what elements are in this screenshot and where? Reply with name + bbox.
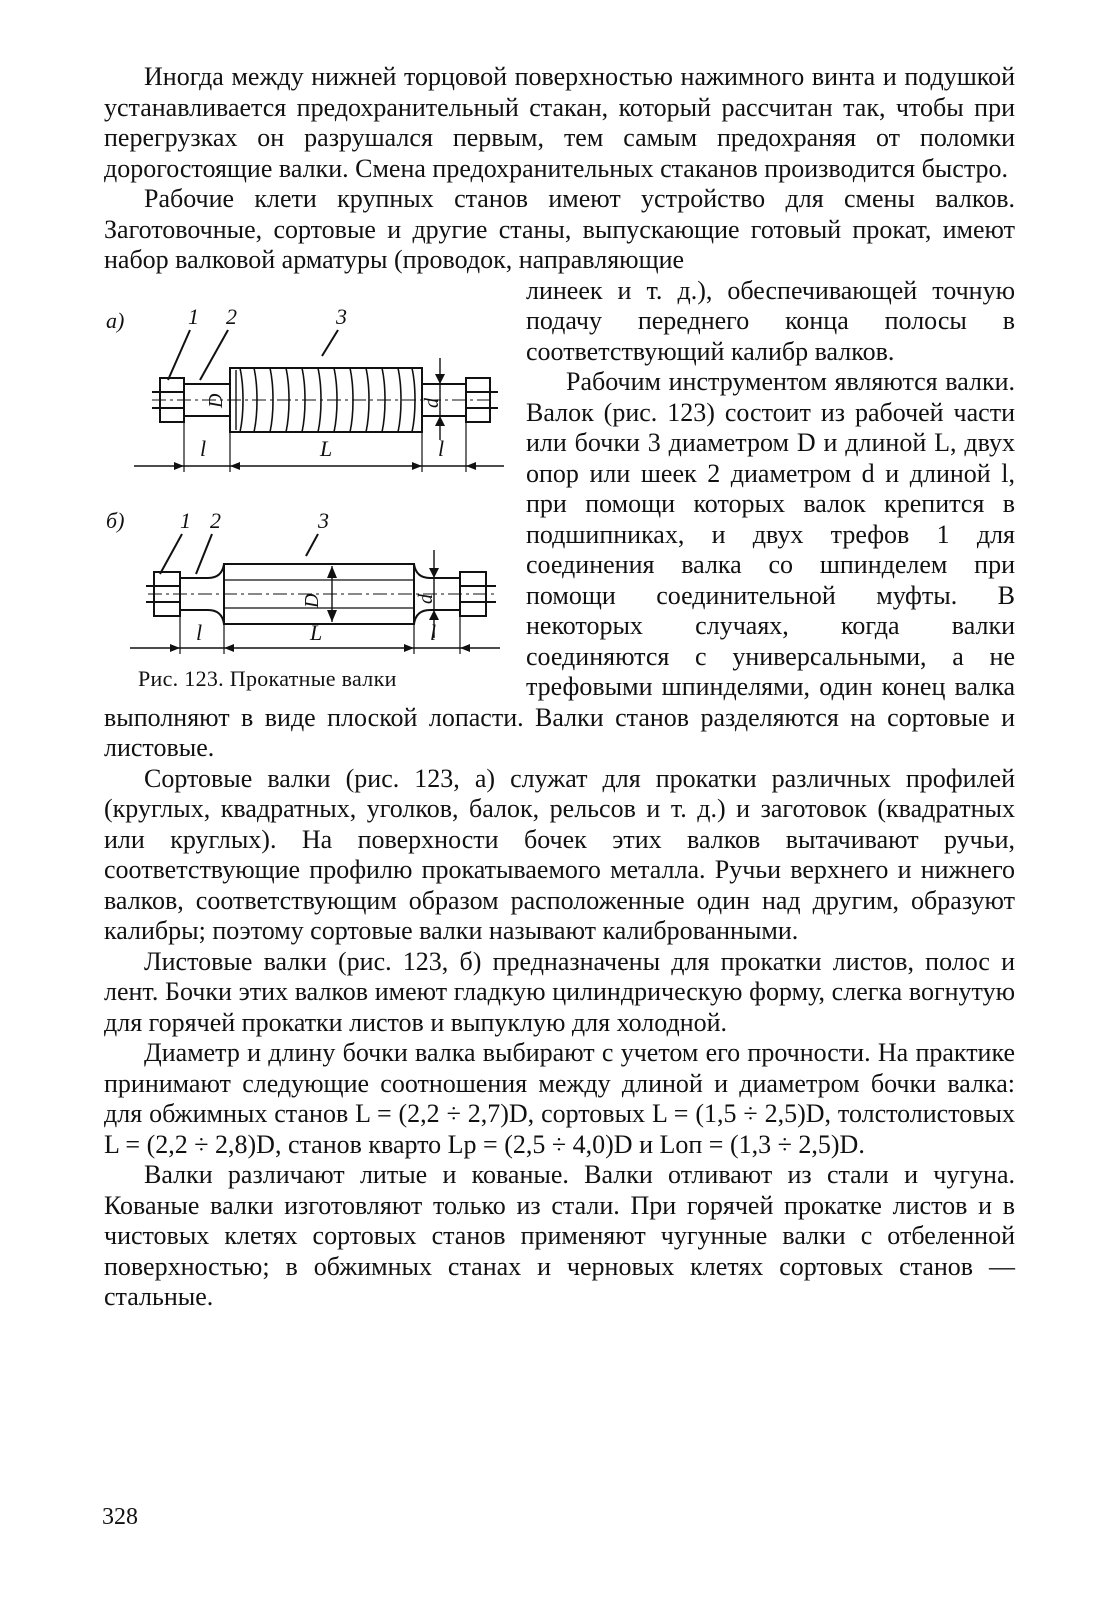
panel-a-callout-1: 1 — [188, 303, 199, 329]
panel-a-callout-3: 3 — [336, 303, 347, 329]
paragraph-7: Валки различают литые и кованые. Валки отливают из стали и чугуна. Кованые валки изготовляют только из стали. При горячей прокатке листов и в чистовых клетях сортовых станов применяют чугунные валки с отбеленной поверхностью; в обжимных станах и черновых клетях сортовых станов — стальные. — [104, 1160, 1015, 1311]
panel-a-label: а) — [106, 307, 125, 333]
panel-b-callout-1: 1 — [180, 507, 191, 533]
paragraph-2-continued: линеек и т. д.), обеспечивающей точную подачу переднего конца полосы в соответствующий калибр валков. — [526, 275, 1015, 366]
paragraph-1: Иногда между нижней торцовой поверхностью нажимного винта и подушкой устанавливается предохранительный стакан, который рассчитан так, чтобы при перегрузках он разрушался первым, тем самым предохраняя от поломки дорогостоящие валки. Смена предохранительных стаканов производится быстро. — [104, 62, 1015, 183]
panel-b-callout-2: 2 — [210, 507, 221, 533]
panel-b-dim-D: D — [301, 593, 323, 608]
figure-123 — [104, 288, 514, 692]
paragraph-5: Листовые валки (рис. 123, б) предназначены для прокатки листов, полос и лент. Бочки этих валков имеют гладкую цилиндрическую форму, слегка вогнутую для горячей прокатки листов и выпуклую для холодной. — [104, 946, 1015, 1037]
panel-b-dim-L: L — [310, 619, 323, 645]
paragraph-6: Диаметр и длину бочки валка выбирают с учетом его прочности. На практике принимают следующие соотношения между длиной и диаметром бочки валка: для обжимных станов L = (2,2 ÷ 2,7)D, сортовых L = (1,5 ÷ 2,5)D, толстолистовых L = (2,2 ÷ 2,8)D, станов кварто Lp = (2,5 ÷ 4,0)D и Lоп = (1,3 ÷ 2,5)D. — [104, 1038, 1015, 1159]
panel-a-dim-L: L — [320, 435, 333, 461]
panel-a-dim-D: D — [205, 393, 227, 408]
paragraph-4: Сортовые валки (рис. 123, а) служат для прокатки различных профилей (круглых, квадратных, уголков, балок, рельсов и т. д.) и заготовок (квадратных или круглых). На поверхности бочек этих валков вытачивают ручьи, соответствующие профилю прокатываемого металла. Ручьи верхнего и нижнего валков, соответствующим образом расположенные один над другим, образуют калибры; поэтому сортовые валки называют калиброванными. — [104, 763, 1015, 945]
panel-b-label: б) — [106, 507, 125, 533]
paragraph-2: Рабочие клети крупных станов имеют устройство для смены валков. Заготовочные, сортовые и другие станы, выпускающие готовый прокат, имеют набор валковой арматуры (проводок, направляющие — [104, 184, 1015, 274]
rolling-rolls-drawing — [104, 288, 514, 658]
panel-a-dim-l-right: l — [438, 435, 445, 461]
panel-a-dim-l-left: l — [200, 435, 207, 461]
figure-caption: Рис. 123. Прокатные валки — [138, 665, 397, 691]
panel-b-dim-l-left: l — [196, 619, 203, 645]
page-number: 328 — [102, 1504, 138, 1530]
panel-a-dim-d: d — [421, 397, 443, 408]
paragraph-3: Рабочим инструментом являются валки. Валок (рис. 123) состоит из рабочей части или бочки 3 диаметром D и длиной L, двух опор или шеек 2 диаметром d и длиной l, при помощи которых валок крепится в подшипниках, и двух трефов 1 для соединения валка со шпинделем при помощи соединительной муфты. В некоторых случаях, когда валки соединяются с универсальными, а не трефовыми шпинделями, один конец валка выполняют в виде плоской лопасти. Валки станов разделяются на сортовые и листовые. — [104, 367, 1015, 762]
panel-a-callout-2: 2 — [226, 303, 237, 329]
panel-b-dim-d: d — [415, 593, 437, 604]
panel-b-dim-l-right: l — [430, 619, 437, 645]
panel-b-callout-3: 3 — [318, 507, 329, 533]
